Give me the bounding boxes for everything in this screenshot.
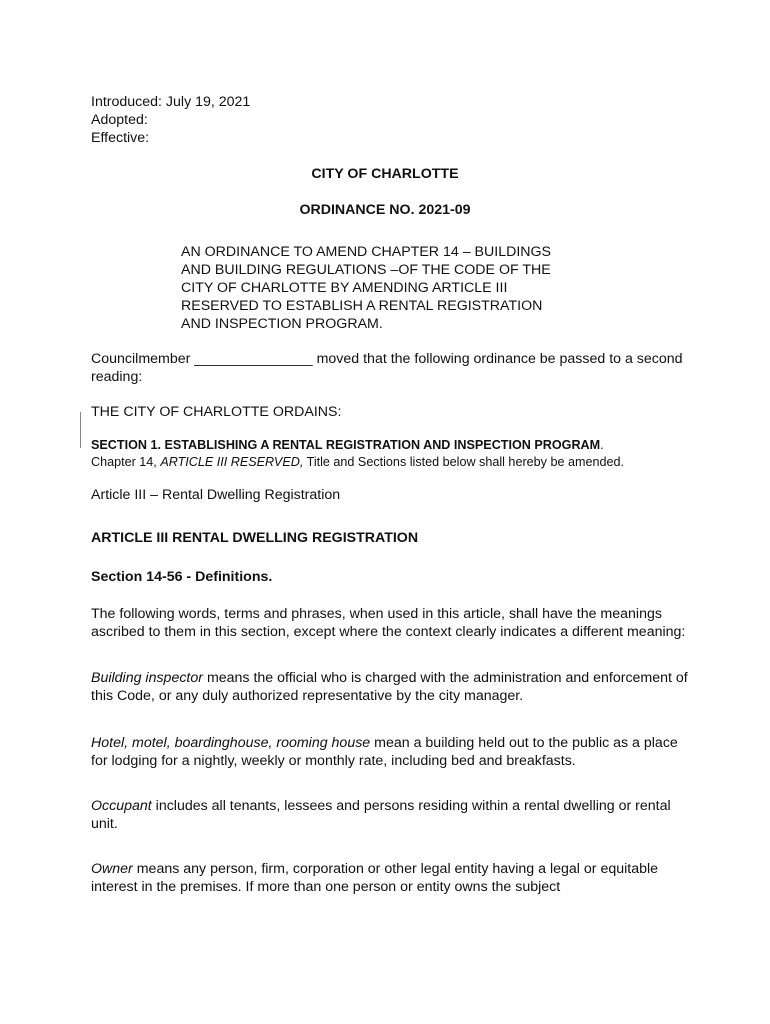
definition-hotel: [91, 734, 691, 770]
revision-bar: [80, 412, 81, 448]
section-1-heading: SECTION 1. ESTABLISHING A RENTAL REGISTRATION AND INSPECTION PROGRAM: [91, 438, 601, 452]
ordinance-title: [181, 243, 581, 333]
section-1-body: [91, 454, 691, 471]
section-1-body-start: Chapter 14,: [91, 455, 161, 469]
ordains-statement: THE CITY OF CHARLOTTE ORDAINS:: [91, 404, 342, 420]
introduced-date: Introduced: July 19, 2021: [91, 94, 251, 110]
definition-owner: [91, 860, 691, 896]
definition-text: mean a building held out to the public as a place for lodging for a nightly, weekly or monthly rate, including bed and breakfasts.: [91, 735, 678, 769]
adopted-date: Adopted:: [91, 112, 148, 128]
section-1: [91, 437, 691, 471]
definition-text: includes all tenants, lessees and persons residing within a rental dwelling or rental unit.: [91, 798, 671, 832]
title-line: CITY OF CHARLOTTE BY AMENDING ARTICLE III: [181, 280, 508, 296]
article-line: Article III – Rental Dwelling Registration: [91, 487, 341, 503]
section-1-body-end: Title and Sections listed below shall hereby be amended.: [303, 455, 624, 469]
definition-term: Occupant: [91, 798, 152, 814]
title-line: AN ORDINANCE TO AMEND CHAPTER 14 – BUILDINGS: [181, 244, 552, 260]
section-1-heading-period: .: [600, 438, 604, 452]
ordinance-number: ORDINANCE NO. 2021-09: [299, 202, 471, 218]
motion-paragraph: Councilmember _______________ moved that the following ordinance be passed to a second reading:: [91, 351, 683, 385]
definition-occupant: [91, 797, 691, 833]
definition-text: means the official who is charged with the administration and enforcement of this Code, or any duly authorized representative by the city manager.: [91, 670, 688, 704]
section-heading: Section 14-56 - Definitions.: [91, 569, 273, 585]
city-heading: CITY OF CHARLOTTE: [311, 166, 459, 182]
definition-term: Hotel, motel, boardinghouse, rooming house: [91, 735, 371, 751]
definition-text: means any person, firm, corporation or other legal entity having a legal or equitable interest in the premises. If more than one person or entity owns the subject: [91, 861, 659, 895]
definition-term: Building inspector: [91, 670, 203, 686]
definition-term: Owner: [91, 861, 133, 877]
title-line: RESERVED TO ESTABLISH A RENTAL REGISTRATION: [181, 298, 543, 314]
definition-building-inspector: [91, 669, 691, 705]
title-line: AND INSPECTION PROGRAM.: [181, 316, 383, 332]
section-1-body-italic: ARTICLE III RESERVED,: [160, 455, 304, 469]
article-heading: ARTICLE III RENTAL DWELLING REGISTRATION: [91, 530, 419, 546]
definitions-intro: The following words, terms and phrases, when used in this article, shall have the meanings ascribed to them in this section, except where the context clearly indicates a different meaning:: [91, 606, 686, 640]
effective-date: Effective:: [91, 130, 150, 146]
document-page: [91, 93, 691, 896]
ordinance-dates: [91, 93, 691, 147]
title-line: AND BUILDING REGULATIONS –OF THE CODE OF THE: [181, 262, 551, 278]
